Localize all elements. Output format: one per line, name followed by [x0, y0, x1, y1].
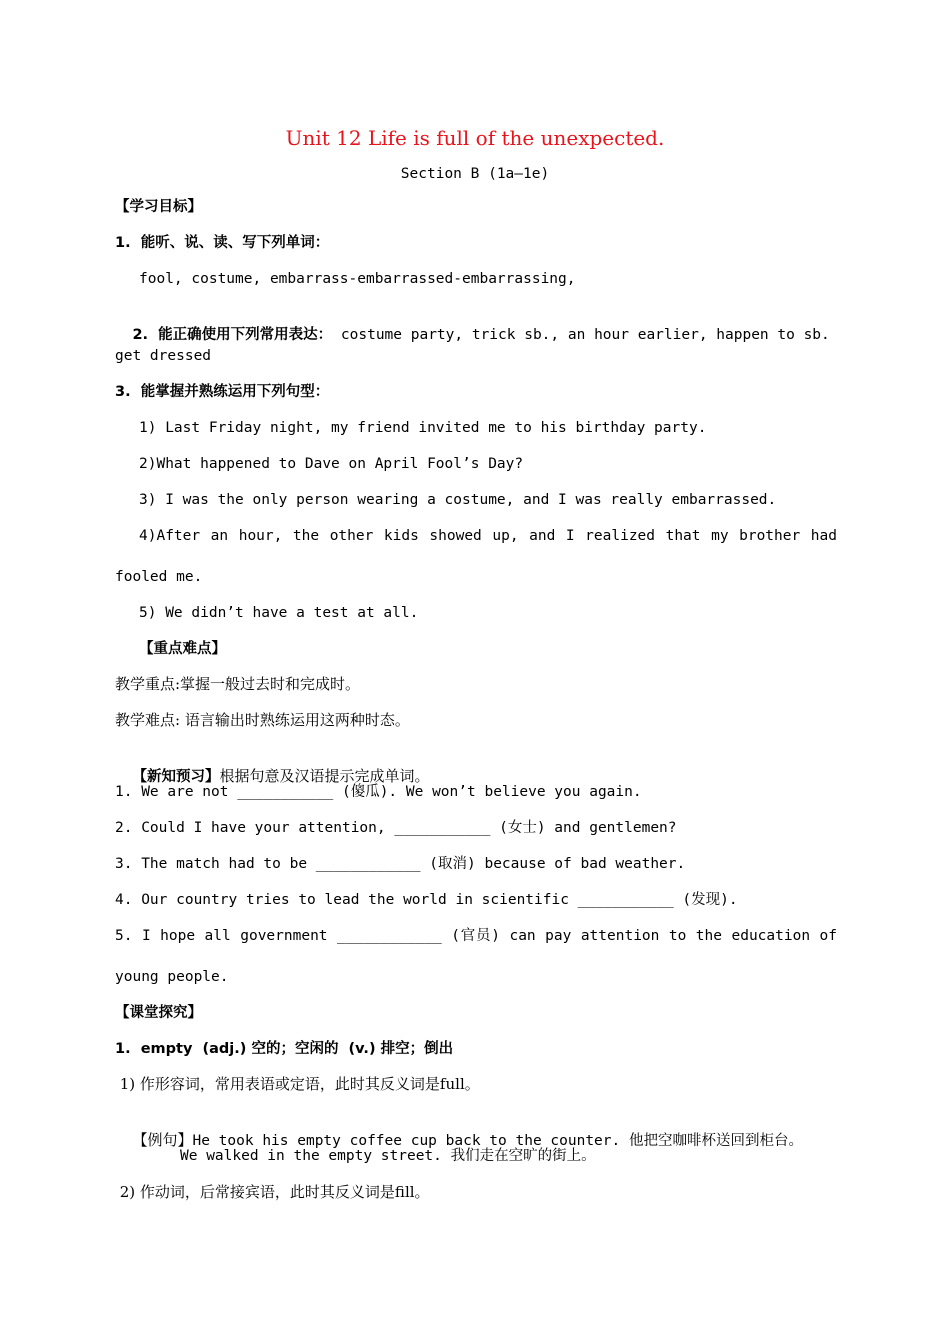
explore-heading: 【课堂探究】 [115, 1005, 202, 1021]
sentence-1: 1) Last Friday night, my friend invited me to his birthday party. [139, 420, 707, 436]
preview-item-3: 3. The match had to be ____________ (取消) because of bad weather. [115, 856, 686, 872]
objective-1-words: fool, costume, embarrass-embarrassed-embarrassing, [139, 271, 576, 287]
objective-2-line [115, 305, 830, 345]
example-2: We walked in the empty street. 我们走在空旷的街上。 [180, 1148, 596, 1164]
usage-2: 2) 作动词，后常接宾语，此时其反义词是fill。 [115, 1183, 430, 1201]
sentence-4: 4)After an hour, the other kids showed up, and I realized that my brother had [139, 528, 837, 544]
preview-item-5: 5. I hope all government ____________ (官员) can pay attention to the education of [115, 928, 837, 944]
sentence-4-continuation: fooled me. [115, 569, 203, 585]
preview-instruction: 根据句意及汉语提示完成单词。 [219, 767, 430, 785]
example-line-1 [115, 1110, 803, 1151]
teaching-focus: 教学重点:掌握一般过去时和完成时。 [115, 675, 361, 693]
preview-item-4: 4. Our country tries to lead the world in scientific ___________ (发现). [115, 892, 738, 908]
usage-1: 1) 作形容词，常用表语或定语，此时其反义词是full。 [115, 1075, 480, 1093]
objective-2-continuation: get dressed [115, 348, 212, 364]
preview-item-5-continuation: young people. [115, 969, 229, 985]
teaching-difficulty: 教学难点: 语言输出时熟练运用这两种时态。 [115, 711, 410, 729]
objective-2-text: costume party, trick sb., an hour earlier, happen to sb. [332, 327, 830, 343]
explore-item-1: 1. empty (adj.) 空的；空闲的 (v.) 排空；倒出 [115, 1041, 454, 1057]
preview-heading-line [115, 746, 429, 787]
sentence-3: 3) I was the only person wearing a costume, and I was really embarrassed. [139, 492, 777, 508]
objectives-heading: 【学习目标】 [115, 199, 202, 215]
keypoints-heading: 【重点难点】 [139, 641, 226, 657]
objective-2-label: 2. 能正确使用下列常用表达： [132, 327, 333, 343]
section-subtitle: Section B (1a—1e) [400, 166, 550, 182]
example-label: 【例句】 [132, 1131, 193, 1149]
preview-item-1: 1. We are not ___________ (傻瓜). We won’t believe you again. [115, 784, 642, 800]
sentence-2: 2)What happened to Dave on April Fool’s Day? [139, 456, 524, 472]
sentence-5: 5) We didn’t have a test at all. [139, 605, 419, 621]
objective-1-label: 1. 能听、说、读、写下列单词： [115, 235, 330, 251]
preview-item-2: 2. Could I have your attention, ___________ (女士) and gentlemen? [115, 820, 677, 836]
preview-heading: 【新知预习】 [132, 769, 220, 785]
example-1: He took his empty coffee cup back to the counter. 他把空咖啡杯送回到柜台。 [192, 1133, 803, 1149]
document-title: Unit 12 Life is full of the unexpected. [285, 126, 665, 150]
objective-3-label: 3. 能掌握并熟练运用下列句型： [115, 384, 330, 400]
